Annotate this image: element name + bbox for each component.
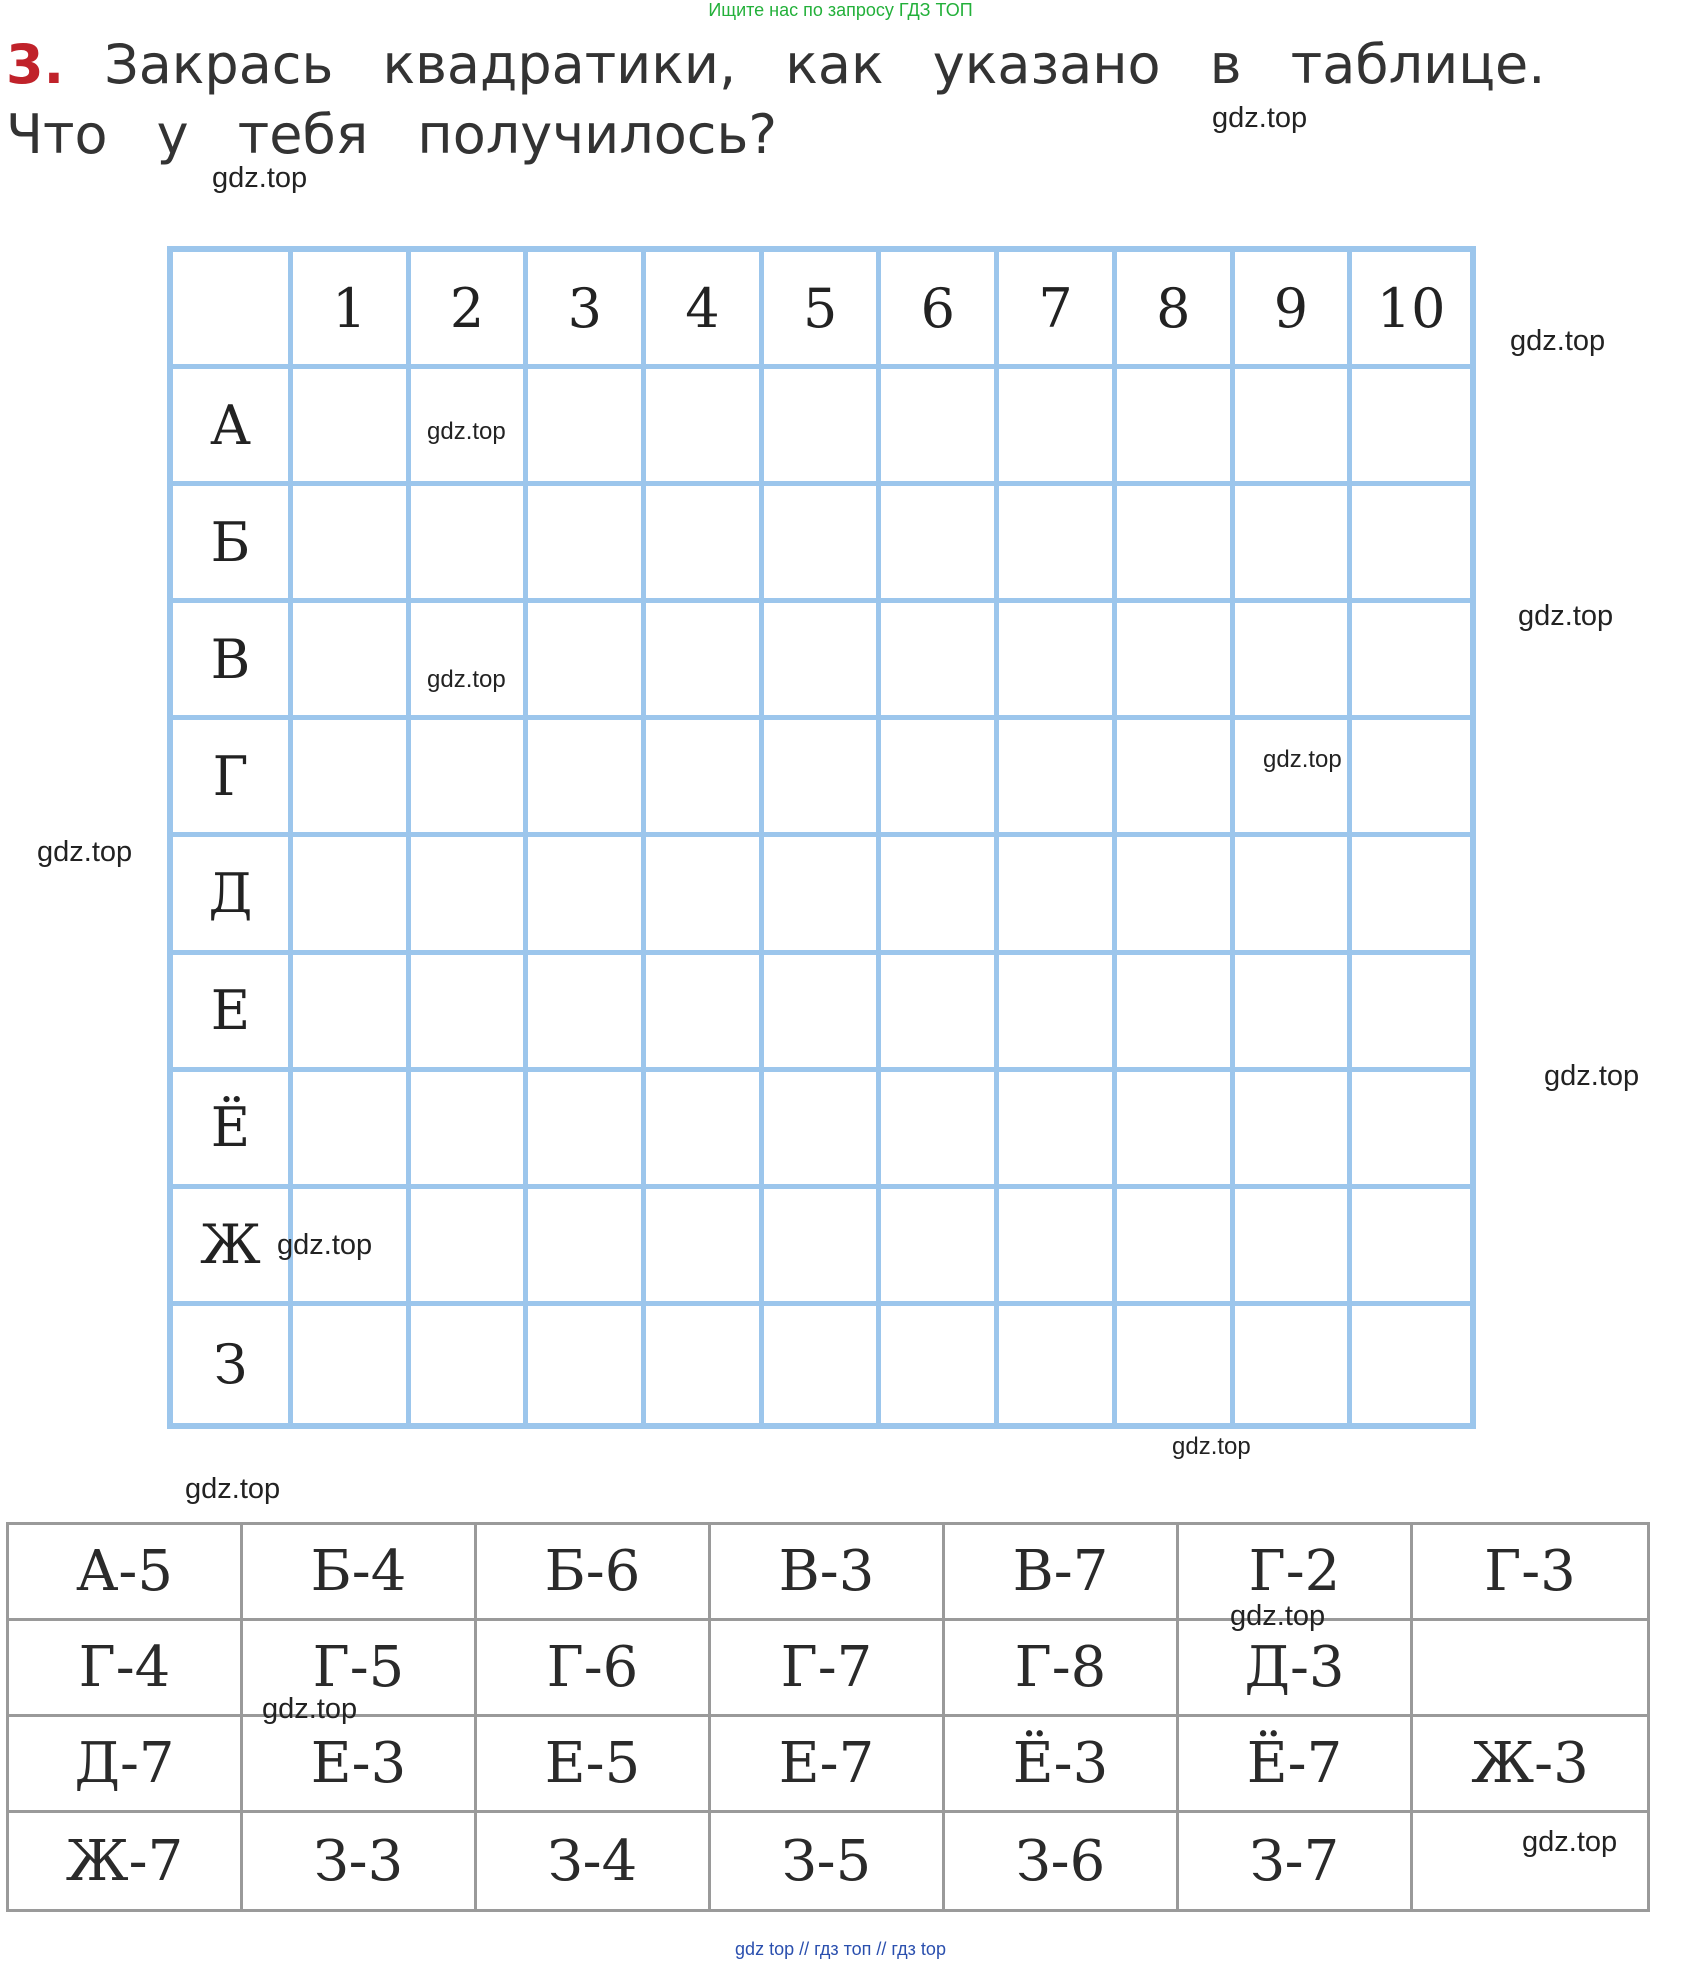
grid-cell [646,1072,764,1189]
grid-cell [764,720,882,837]
grid-cell [1352,1306,1470,1423]
grid-cell [999,720,1117,837]
grid-cell [1235,603,1353,720]
column-header: 9 [1235,252,1353,369]
answer-cell: Е-5 [477,1717,711,1813]
task-line-2: Что у тебя получилось? [6,103,777,166]
column-header: 6 [881,252,999,369]
watermark: gdz.top [1172,1433,1251,1460]
watermark: gdz.top [262,1693,358,1725]
grid-cell [1352,1072,1470,1189]
watermark: gdz.top [1518,600,1614,632]
grid-cell [881,1072,999,1189]
grid-cell [1235,369,1353,486]
grid-cell [1235,486,1353,603]
grid-cell [646,720,764,837]
grid-cell [411,1306,529,1423]
grid-cell [881,369,999,486]
watermark: gdz.top [427,418,506,445]
top-banner: Ищите нас по запросу ГДЗ ТОП [708,0,973,20]
watermark: gdz.top [277,1229,373,1261]
grid-cell [646,1189,764,1306]
grid-cell [1235,1189,1353,1306]
answer-cell: А-5 [9,1525,243,1621]
grid-cell [411,720,529,837]
watermark: gdz.top [1544,1060,1640,1092]
grid-cell [1235,720,1353,837]
grid-cell [528,486,646,603]
grid-cell [528,1072,646,1189]
grid-cell [1117,1189,1235,1306]
grid-cell [764,486,882,603]
row-header: А [173,369,293,486]
answer-cell: Г-4 [9,1621,243,1717]
grid-cell [764,1072,882,1189]
column-header: 7 [999,252,1117,369]
grid-cell [999,955,1117,1072]
grid-cell [528,603,646,720]
column-header: 5 [764,252,882,369]
grid-cell [1352,955,1470,1072]
answer-cell: З-3 [243,1813,477,1909]
grid-cell [1117,603,1235,720]
answer-cell: Е-3 [243,1717,477,1813]
grid-cell [1352,837,1470,954]
answer-cell: Б-6 [477,1525,711,1621]
grid-cell [1117,486,1235,603]
task-number: 3. [6,33,65,96]
answer-cell: Д-3 [1179,1621,1413,1717]
grid-cell [411,1189,529,1306]
grid-cell [411,603,529,720]
answer-cell: Д-7 [9,1717,243,1813]
answer-cell: Ж-3 [1413,1717,1647,1813]
grid-cell [764,603,882,720]
grid-cell [293,1072,411,1189]
column-header: 3 [528,252,646,369]
row-header: В [173,603,293,720]
grid-cell [999,369,1117,486]
answer-cell: Г-3 [1413,1525,1647,1621]
grid-cell [646,486,764,603]
grid-cell [293,720,411,837]
answer-cell: З-4 [477,1813,711,1909]
grid-cell [293,955,411,1072]
row-header: Ё [173,1072,293,1189]
row-header: Б [173,486,293,603]
grid-cell [764,1306,882,1423]
grid-cell [764,1189,882,1306]
grid-cell [1117,1306,1235,1423]
row-header: З [173,1306,293,1423]
grid-cell [999,1189,1117,1306]
grid-cell [1117,1072,1235,1189]
grid-cell [411,1072,529,1189]
grid-cell [1352,603,1470,720]
grid-cell [999,1072,1117,1189]
grid-cell [1117,720,1235,837]
grid-cell [881,955,999,1072]
watermark: gdz.top [185,1473,281,1505]
answer-cell: Е-7 [711,1717,945,1813]
grid-cell [764,369,882,486]
grid-cell [881,1306,999,1423]
watermark: gdz.top [1522,1826,1618,1858]
watermark: gdz.top [1212,102,1308,134]
grid-cell [764,837,882,954]
answer-cell: В-3 [711,1525,945,1621]
watermark: gdz.top [1510,325,1606,357]
row-header: Д [173,837,293,954]
answers-table [6,1522,1650,1912]
grid-cell [528,1189,646,1306]
column-header: 4 [646,252,764,369]
grid-cell [764,955,882,1072]
grid-cell [999,1306,1117,1423]
column-header: 2 [411,252,529,369]
grid-cell [881,486,999,603]
grid-cell [1235,837,1353,954]
grid-cell [646,1306,764,1423]
grid-cell [646,603,764,720]
task-line-1 [6,33,1546,96]
grid-cell [999,837,1117,954]
answer-cell: Ё-7 [1179,1717,1413,1813]
task-text-1: Закрась квадратики, как указано в таблице. [104,33,1546,96]
answer-cell: В-7 [945,1525,1179,1621]
row-header: Е [173,955,293,1072]
watermark: gdz.top [37,836,133,868]
grid-cell [411,955,529,1072]
watermark: gdz.top [212,162,308,194]
answer-cell: Г-8 [945,1621,1179,1717]
answer-cell: Ж-7 [9,1813,243,1909]
grid-cell [528,369,646,486]
grid-cell [293,837,411,954]
row-header: Ж [173,1189,293,1306]
grid-cell [411,486,529,603]
grid-cell [293,603,411,720]
answer-cell: Г-5 [243,1621,477,1717]
grid-cell [1352,720,1470,837]
answer-cell: З-6 [945,1813,1179,1909]
column-header: 1 [293,252,411,369]
grid-cell [1235,955,1353,1072]
column-header: 8 [1117,252,1235,369]
grid-cell [1117,369,1235,486]
grid-cell [528,955,646,1072]
grid-cell [881,720,999,837]
grid-cell [1117,955,1235,1072]
grid-cell [1352,486,1470,603]
grid-cell [293,1306,411,1423]
answer-cell: Ё-3 [945,1717,1179,1813]
grid-cell [411,837,529,954]
grid-cell [881,603,999,720]
grid-cell [1352,369,1470,486]
answer-cell: З-5 [711,1813,945,1909]
row-header: Г [173,720,293,837]
grid-cell [528,1306,646,1423]
answer-cell [1413,1621,1647,1717]
grid-cell [999,603,1117,720]
grid-cell [528,720,646,837]
grid-corner-cell [173,252,293,369]
answer-cell: Г-7 [711,1621,945,1717]
grid-cell [646,369,764,486]
watermark: gdz.top [1263,746,1342,773]
bottom-banner: gdz top // гдз топ // гдз top [735,1939,946,1959]
grid-cell [528,837,646,954]
grid-cell [1117,837,1235,954]
grid-cell [1235,1072,1353,1189]
grid-cell [293,369,411,486]
answer-cell: Г-6 [477,1621,711,1717]
grid-cell [646,955,764,1072]
column-header: 10 [1352,252,1470,369]
grid-cell [999,486,1117,603]
grid-cell [293,486,411,603]
grid-cell [1235,1306,1353,1423]
grid-cell [1352,1189,1470,1306]
watermark: gdz.top [1230,1600,1326,1632]
answer-cell: Б-4 [243,1525,477,1621]
grid-cell [881,837,999,954]
watermark: gdz.top [427,666,506,693]
grid-cell [881,1189,999,1306]
answer-cell: Г-2 [1179,1525,1413,1621]
grid-cell [646,837,764,954]
answer-cell: З-7 [1179,1813,1413,1909]
